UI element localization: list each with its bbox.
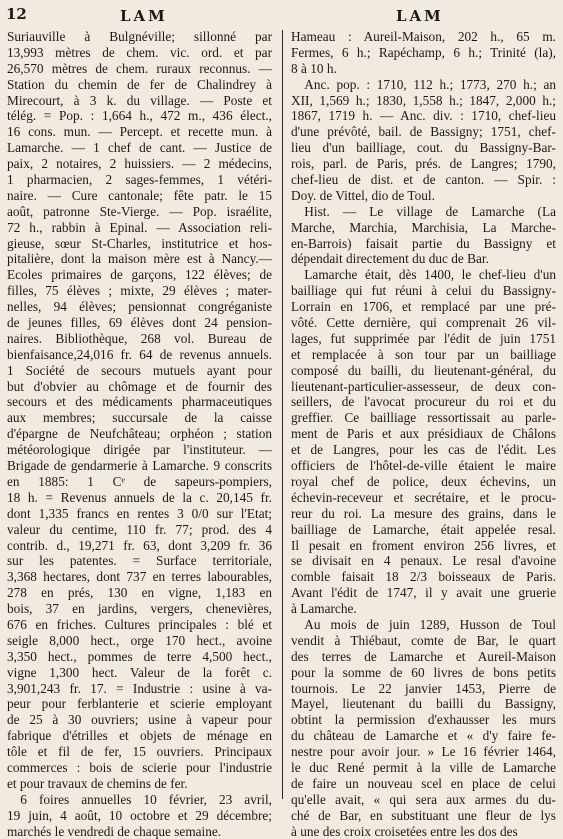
text-line: Fermes, 6 h.; Rapéchamp, 6 h.; Trinité (la),: [291, 44, 556, 60]
text-line: et pour travaux de chemins de fer.: [7, 775, 188, 791]
text-line: Lamarche était, dès 1400, le chef-lieu d'un: [291, 267, 556, 283]
text-line: 676 en friches. Cultures principales : blé et: [7, 616, 272, 632]
running-head-right: LAM: [396, 7, 444, 25]
text-line: 278 en prés, 130 en vigne, 1,183 en: [7, 585, 272, 601]
text-line: tournois. Le 22 janvier 1453, Pierre de: [291, 680, 556, 696]
text-line: 1 Société de secours mutuels ayant pour: [7, 362, 272, 378]
text-line: Mayel, lieutenant du bailli du Bassigny,: [291, 696, 556, 712]
text-line: de faire un nouveau scel en place de celui: [291, 775, 556, 791]
text-line: du château de Lamarche et « d'y faire fe-: [291, 728, 556, 744]
text-line: Mirecourt, à 3 k. du village. — Poste et: [7, 92, 272, 108]
text-line: rois, parl. de Paris, prés. de Langres; 1790,: [291, 156, 556, 172]
text-line: le duc René permit à la ville de Lamarche: [291, 759, 556, 775]
text-line: Hameau : Aureil-Maison, 202 h., 65 m.: [291, 29, 556, 44]
text-line: bailliage de Lamarche, était appelée resal.: [291, 521, 556, 537]
text-line: 72 h., rabbin à Epinal. — Association reli-: [7, 219, 272, 235]
text-line: Station du chemin de fer de Chalindrey à: [7, 76, 272, 92]
text-line: peur pour ferblanterie et scierie employant: [7, 696, 272, 712]
text-line: obtint la permission d'exhausser les murs: [291, 712, 556, 728]
text-line: Hist. — Le village de Lamarche (La: [291, 203, 556, 219]
text-line: royal chef de police, deux échevins, un: [291, 473, 556, 489]
text-line: Anc. pop. : 1710, 112 h.; 1773, 270 h.; an: [291, 76, 556, 92]
text-line: en 1885: 1 Cᵉ de sapeurs-pompiers,: [7, 473, 272, 489]
text-line: d'épargne de Neufchâteau; orphéon ; station: [7, 426, 272, 442]
text-line: nestre pour avoir jour. » Le 16 février 1464,: [291, 744, 556, 760]
text-line: paix, 2 notaires, 2 huissiers. — 2 médecins,: [7, 156, 272, 172]
text-line: gieuse, sœur St-Charles, institutrice et hos-: [7, 235, 272, 251]
text-line: bailliage qui fut réuni à celui du Bassigny-: [291, 283, 556, 299]
text-line: et de Langres, pour les cas de l'édit. Les: [291, 442, 556, 458]
text-line: 3,368 hectares, dont 737 en terres labourables,: [7, 569, 272, 585]
text-line: d'une prévôté, bail. de Bassigny; 1751, chef-: [291, 124, 556, 140]
text-line: tôle et fil de fer, 15 ouvriers. Principaux: [7, 744, 272, 760]
text-line: pour la somme de 60 livres de bons petits: [291, 664, 556, 680]
text-line: composé du bailli, du lieutenant-général, du: [291, 362, 556, 378]
text-line: naire. — Cure cantonale; fête patr. le 15: [7, 187, 272, 203]
text-line: pitalière, dont la maison mère est à Nancy.—: [7, 251, 272, 267]
text-line: qu'elle avait, « qui sera aux armes du du-: [291, 791, 556, 807]
text-line: 1867, 1719 h. — Anc. div. : 1710, chef-lieu: [291, 108, 556, 124]
text-line: lages, fut supprimée par l'édit de juin 1751: [291, 330, 556, 346]
text-line: 3,901,243 fr. 17. = Industrie : usine à va-: [7, 680, 272, 696]
text-line: Au mois de juin 1289, Husson de Toul: [291, 616, 556, 632]
text-line: lieutenant-particulier-assesseur, de deux con-: [291, 378, 556, 394]
text-line: marchés le vendredi de chaque semaine.: [7, 823, 222, 839]
text-line: fabrique d'étrilles et objets de ménage en: [7, 728, 272, 744]
text-line: se divisait en 4 penaux. Le resal d'avoine: [291, 553, 556, 569]
text-line: des terres de Lamarche et Aureil-Maison: [291, 648, 556, 664]
text-line: comble faisait 18 2/3 boisseaux de Paris.: [291, 569, 556, 585]
text-line: bienfaisance,24,016 fr. 64 de revenus annuels.: [7, 346, 272, 362]
text-line: seillers, de l'avocat procureur du roi et du: [291, 394, 556, 410]
text-line: et remplacée à son tour par un bailliage: [291, 346, 556, 362]
text-line: ché de Bar, en substituant une fleur de lys: [291, 807, 556, 823]
page-header: [0, 5, 563, 27]
text-line: 1 pharmacien, 2 sages-femmes, 1 vétéri-: [7, 172, 272, 188]
text-line: de jeunes filles, 69 élèves dont 24 pension-: [7, 315, 272, 331]
text-line: aux membres; succursale de la caisse: [7, 410, 272, 426]
text-line: août, patronne Ste-Vierge. — Pop. israélite,: [7, 203, 272, 219]
text-line: Suriauville à Bulgnéville; sillonné par: [7, 29, 272, 44]
text-line: ment de Paris et aux présidiaux de Châlons: [291, 426, 556, 442]
text-line: naires. Bibliothèque, 268 vol. Bureau de: [7, 330, 272, 346]
text-line: vendit à Thiébaut, comte de Bar, le quart: [291, 632, 556, 648]
text-line: contrib. d., 19,271 fr. 63, dont 3,209 fr. 36: [7, 537, 272, 553]
text-line: Il pesait en froment environ 256 livres, et: [291, 537, 556, 553]
text-line: vigne 1,300 hect. Valeur de la forêt c.: [7, 664, 272, 680]
text-line: commerces : bois de scierie pour l'industrie: [7, 759, 272, 775]
text-line: sur les patentes. = Surface territoriale,: [7, 553, 272, 569]
right-column: [291, 29, 556, 839]
text-line: seigle 8,000 hect., orge 170 hect., avoine: [7, 632, 272, 648]
text-line: 13,993 mètres de chem. vic. ord. et par: [7, 44, 272, 60]
text-line: 16 cons. mun. — Percept. et recette mun. à: [7, 124, 272, 140]
page-number: 12: [6, 5, 27, 23]
text-line: chef-lieu de dist. et de canton. — Spir. :: [291, 172, 556, 188]
text-line: 8 à 10 h.: [291, 60, 337, 76]
text-line: à Lamarche.: [291, 601, 357, 617]
text-line: 26,570 mètres de chem. ruraux reconnus. —: [7, 60, 272, 76]
text-line: Lamarche. — 1 chef de cant. — Justice de: [7, 140, 272, 156]
text-line: Lorrain en 1706, et remplacé par une pré-: [291, 299, 556, 315]
text-line: de 25 à 30 ouvriers; usine à vapeur pour: [7, 712, 272, 728]
text-line: dont 1,335 francs en rentes 3 0/0 sur l'Etat;: [7, 505, 272, 521]
text-line: Brigade de gendarmerie à Lamarche. 9 conscrits: [7, 458, 272, 474]
text-line: 18 h. = Revenus annuels de la c. 20,145 fr.: [7, 489, 272, 505]
text-line: reur du roi. La mesure des grains, dans le: [291, 505, 556, 521]
running-head-left: LAM: [120, 7, 168, 25]
text-line: Avant l'édit de 1747, il y avait une gruerie: [291, 585, 556, 601]
text-line: à une des croix croisetées entre les dos des: [291, 823, 518, 839]
text-line: Ecoles primaires de garçons, 122 élèves; de: [7, 267, 272, 283]
text-line: 19 juin, 4 août, 10 octobre et 29 décembre;: [7, 807, 272, 823]
left-column: [7, 29, 272, 839]
text-line: filles, 75 élèves ; mixte, 29 élèves ; mater-: [7, 283, 272, 299]
text-line: secours et des médicaments pharmaceutiques: [7, 394, 272, 410]
text-line: en-Barrois) faisait partie du Bassigny et: [291, 235, 556, 251]
text-line: 6 foires annuelles 10 février, 23 avril,: [7, 791, 272, 807]
text-line: but d'obvier au chômage et de fournir des: [7, 378, 272, 394]
text-line: bois, 37 en jardins, vergers, chenevières,: [7, 601, 272, 617]
text-line: lieu d'un bailliage, cout. du Bassigny-Bar-: [291, 140, 556, 156]
text-line: météorologique dirigée par l'instituteur. —: [7, 442, 272, 458]
text-line: officiers de l'hôtel-de-ville étaient le maire: [291, 458, 556, 474]
text-line: XII, 1,569 h.; 1830, 1,558 h.; 1847, 2,000 h.;: [291, 92, 556, 108]
text-line: valeur du centime, 110 fr. 77; prod. des 4: [7, 521, 272, 537]
text-line: dépendait directement du duc de Bar.: [291, 251, 489, 267]
text-line: nelles, 94 élèves; pensionnat congréganiste: [7, 299, 272, 315]
text-line: 3,350 hect., pommes de terre 4,500 hect.,: [7, 648, 272, 664]
text-line: Doy. de Vittel, dio de Toul.: [291, 187, 435, 203]
text-line: échevin-receveur et secrétaire, et le procu-: [291, 489, 556, 505]
column-divider: [282, 30, 283, 799]
text-line: vôté. Cette dernière, qui comprenait 26 vil-: [291, 315, 556, 331]
text-line: télég. = Pop. : 1,664 h., 472 m., 436 élect.,: [7, 108, 272, 124]
text-line: greffier. Ce bailliage ressortissait au parle-: [291, 410, 556, 426]
text-line: Marche, Marchia, Marchisia, La Marche-: [291, 219, 556, 235]
